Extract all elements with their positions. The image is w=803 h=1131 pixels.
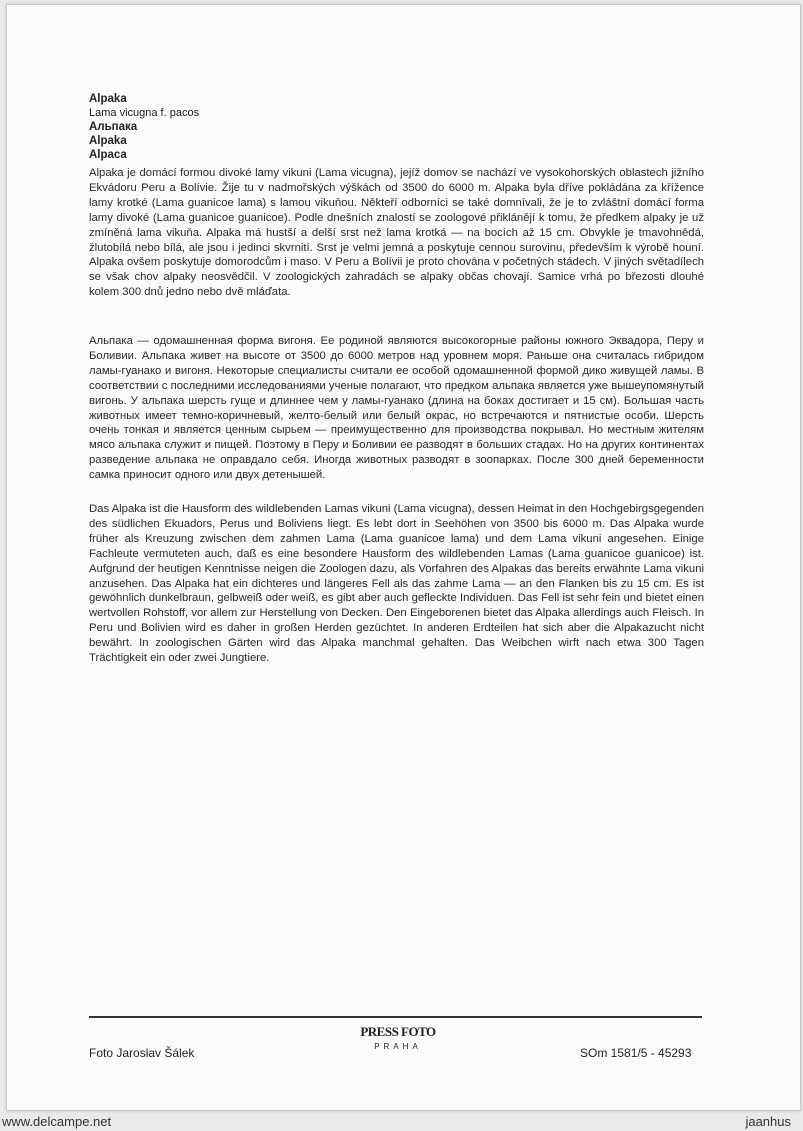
paragraph-russian: Альпака — одомашненная форма вигоня. Ее родиной являются высокогорные районы южного Эквадора, Перу и Боливии. Альпака живет на высоте от 3500 до 6000 метров над уровнем моря. Раньше она считалась гибридом ламы-гуанако и вигоня. Некоторые специалисты считали ее особой одомашненной формой дико живущей ламы. В соответствии с последними исследованиями ученые полагают, что предком альпака является уже вышеупомянутый вигонь. У альпака шерсть гуще и длиннее чем у ламы-гуанако (длина на боках достигает и 15 см). Большая часть животных имеет темно-коричневый, желто-белый или белый окрас, но встречаются и пятнистые особи. Шерсть очень тонкая и является ценным сырьем — преимущественно для производства покрывал. Но местным жителям мясо альпака служит и пищей. Поэтому в Перу и Боливии ее разводят в больших стадах. Но на других континентах разведение альпака не оправдало себя. Иногда животных разводят в зоопарках. После 300 дней беременности самка приносит одного или двух детенышей. bbox=[89, 335, 704, 482]
logo-city: PRAHA bbox=[374, 1042, 422, 1051]
pressfoto-logo bbox=[353, 1024, 443, 1051]
photo-credit: Foto Jaroslav Šálek bbox=[89, 1046, 195, 1060]
title-block bbox=[89, 92, 704, 162]
watermark-right: jaanhus bbox=[745, 1114, 791, 1129]
paragraph-czech: Alpaka je domácí formou divoké lamy vikuni (Lama vicugna), jejíž domov se nachází ve vysokohorských oblastech jižního Ekvádoru Peru a Bolívie. Žije tu v nadmořských výškách od 3500 do 6000 m. Alpaka byla dříve pokládána za křížence lamy krotké (Lama guanicoe lama) s lamou vikuňou. Někteří odborníci se také domnívali, že je to zvláštní domácí forma lamy divoké (Lama guanicoe guanicoe). Podle dnešních znalostí se zoologové přiklánějí k tomu, že předkem alpaky je už zmíněná lama vikuňa. Alpaka má hustší a delší srst než lama krotká — na bocích až 15 cm. Obvykle je tmavohnědá, žlutobílá nebo bílá, ale jsou i jedinci skvrnití. Srst je velmi jemná a poskytuje cennou surovinu, především k výrobě houní. Alpaka ovšem poskytuje domorodcům i maso. V Peru a Bolívii je proto chována v početných stádech. V jiných světadílech se však chov alpaky neosvědčil. V zoologických zahradách se alpaky občas chovají. Samice vrhá po březosti dlouhé kolem 300 dnů jedno nebo dvě mláďata. bbox=[89, 167, 704, 299]
title-german: Alpaka bbox=[89, 135, 127, 147]
title-czech: Alpaka bbox=[89, 93, 127, 105]
watermark-left: www.delcampe.net bbox=[2, 1114, 112, 1129]
catalog-code: SOm 1581/5 - 45293 bbox=[580, 1046, 692, 1060]
title-english: Alpaca bbox=[89, 149, 127, 161]
title-russian: Альпака bbox=[89, 121, 138, 133]
logo-mark: PRESS FOTO bbox=[360, 1024, 436, 1039]
footer-divider bbox=[89, 1016, 702, 1018]
title-latin: Lama vicugna f. pacos bbox=[89, 107, 200, 119]
paragraph-german: Das Alpaka ist die Hausform des wildlebenden Lamas vikuni (Lama vicugna), dessen Heimat in den Hochgebirgsgegenden des südlichen Ekuadors, Perus und Boliviens liegt. Es lebt dort in Seehöhen von 3500 bis 6000 m. Das Alpaka wurde früher als Kreuzung zwischen dem zahmen Lama (Lama guanicoe lama) und dem Lama vikuni angesehen. Einige Fachleute vermuteten auch, daß es eine besondere Hausform des wildlebenden Lamas (Lama guanicoe guanicoe) ist. Aufgrund der heutigen Kenntnisse neigen die Zoologen dazu, als Vorfahren des Alpakas das bereits erwähnte Lama vikuni anzusehen. Das Alpaka hat ein dichteres und längeres Fell als das zahme Lama — an den Flanken bis zu 15 cm. Es ist gewöhnlich dunkelbraun, gelbweiß oder weiß, es gibt aber auch gefleckte Individuen. Das Fell ist sehr fein und bietet einen wertvollen Rohstoff, vor allem zur Herstellung von Decken. Den Eingeborenen bietet das Alpaka allerdings auch Fleisch. In Peru und Bolivien wird es daher in großen Herden gezüchtet. In anderen Erdteilen hat sich aber die Alpakazucht nicht bewährt. In zoologischen Gärten wird das Alpaka manchmal gehalten. Das Weibchen wirft nach etwa 300 Tagen Trächtigkeit ein oder zwei Jungtiere. bbox=[89, 503, 704, 665]
